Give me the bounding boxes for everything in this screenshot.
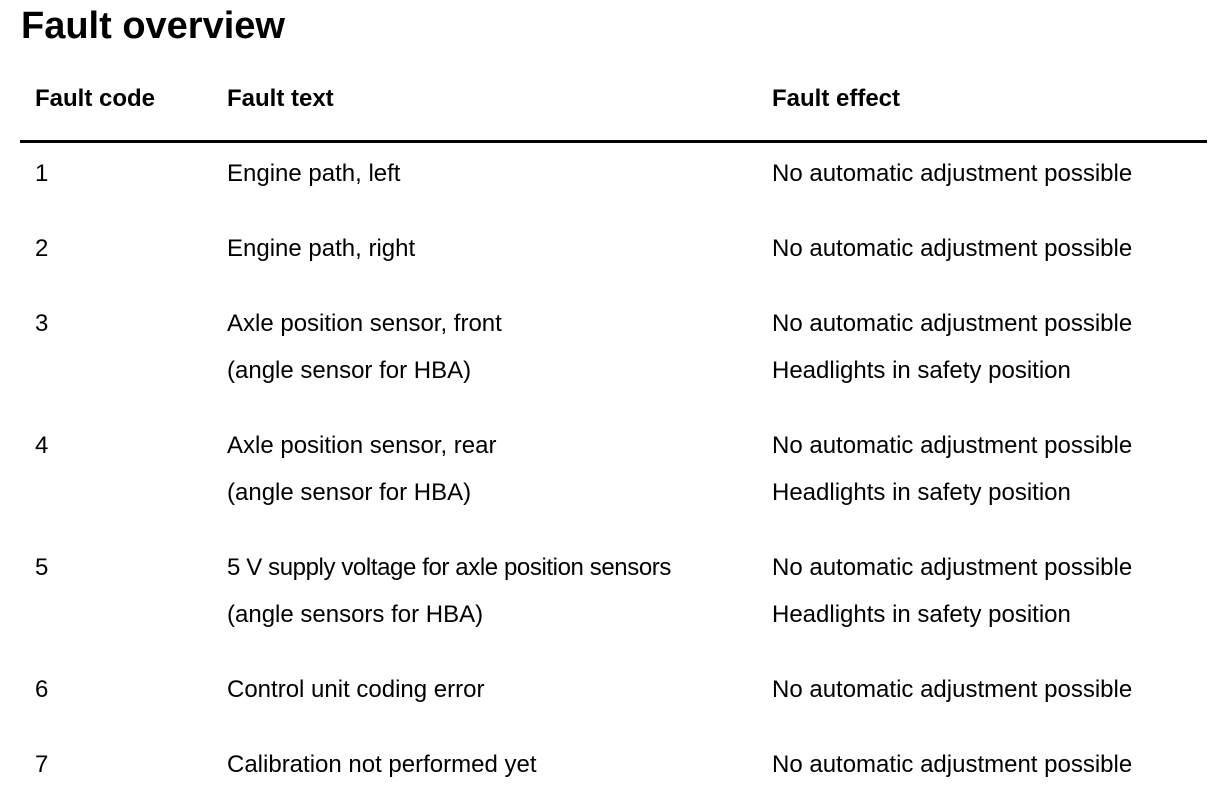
fault-text-cell: Axle position sensor, rear — [227, 432, 497, 459]
page-title: Fault overview — [21, 5, 285, 47]
column-header-fault-code: Fault code — [35, 85, 156, 112]
fault-effect-cell: No automatic adjustment possible — [772, 676, 1133, 703]
fault-code-cell: 5 — [35, 554, 49, 581]
column-header-fault-effect: Fault effect — [772, 85, 901, 112]
fault-text-cell: Axle position sensor, front — [227, 310, 502, 337]
fault-effect-cell-line-2: Headlights in safety position — [772, 357, 1071, 384]
fault-code-cell: 7 — [35, 751, 49, 778]
fault-code-cell: 6 — [35, 676, 49, 703]
fault-effect-cell-line-2: Headlights in safety position — [772, 601, 1071, 628]
fault-code-cell: 4 — [35, 432, 49, 459]
fault-effect-cell: No automatic adjustment possible — [772, 751, 1133, 778]
fault-text-cell: Control unit coding error — [227, 676, 485, 703]
fault-text-cell-line-2: (angle sensor for HBA) — [227, 479, 472, 506]
fault-text-cell: Engine path, right — [227, 235, 416, 262]
column-header-fault-text: Fault text — [227, 85, 334, 112]
fault-text-cell: 5 V supply voltage for axle position sensors — [227, 554, 671, 581]
fault-code-cell: 2 — [35, 235, 49, 262]
fault-effect-cell-line-2: Headlights in safety position — [772, 479, 1071, 506]
header-divider — [20, 140, 1207, 143]
fault-code-cell: 3 — [35, 310, 49, 337]
fault-code-cell: 1 — [35, 160, 49, 187]
fault-text-cell: Engine path, left — [227, 160, 401, 187]
fault-effect-cell: No automatic adjustment possible — [772, 432, 1133, 459]
fault-effect-cell: No automatic adjustment possible — [772, 310, 1133, 337]
fault-effect-cell: No automatic adjustment possible — [772, 235, 1133, 262]
fault-text-cell: Calibration not performed yet — [227, 751, 537, 778]
fault-effect-cell: No automatic adjustment possible — [772, 160, 1133, 187]
fault-text-cell-line-2: (angle sensors for HBA) — [227, 601, 484, 628]
fault-text-cell-line-2: (angle sensor for HBA) — [227, 357, 472, 384]
fault-effect-cell: No automatic adjustment possible — [772, 554, 1133, 581]
